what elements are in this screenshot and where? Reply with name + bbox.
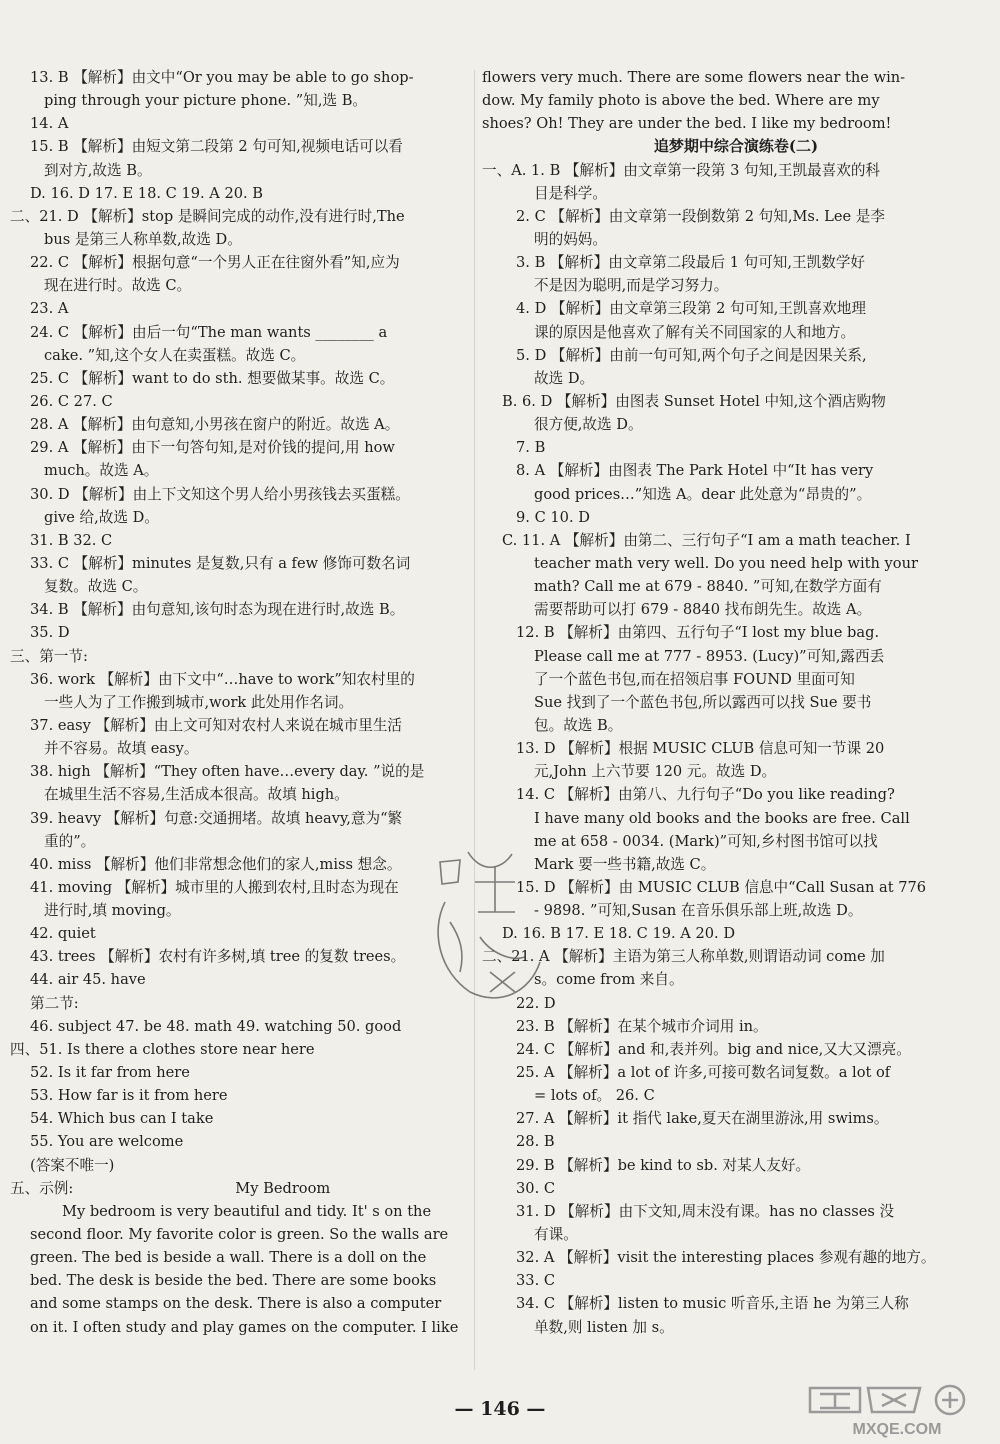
answer-line: [482, 1154, 990, 1177]
answer-text: 复数。故选 C。: [44, 578, 148, 596]
answer-text: 30. D 【解析】由上下文知这个男人给小男孩钱去买蛋糕。: [30, 485, 410, 503]
answer-text: (答案不唯一): [30, 1156, 115, 1174]
answer-text: 39. heavy 【解析】句意:交通拥堵。故填 heavy,意为“繁: [30, 809, 403, 827]
answer-text: cake. ”知,这个女人在卖蛋糕。故选 C。: [44, 346, 306, 364]
answer-line: [482, 830, 990, 853]
answer-text: 9. C 10. D: [516, 508, 590, 526]
answer-line: [10, 436, 466, 459]
answer-line: [482, 992, 990, 1015]
answer-text: 一些人为了工作搬到城市,work 此处用作名词。: [44, 693, 354, 711]
answer-line: [10, 1154, 466, 1177]
answer-line: [10, 1269, 466, 1292]
answer-text: 3. B 【解析】由文章第二段最后 1 句可知,王凯数学好: [516, 254, 866, 272]
answer-text: 26. C 27. C: [30, 392, 113, 410]
answer-line: [10, 1246, 466, 1269]
answer-text: 36. work 【解析】由下文中“…have to work”知农村里的: [30, 670, 415, 688]
answer-text: 一、A. 1. B 【解析】由文章第一段第 3 句知,王凯最喜欢的科: [482, 161, 881, 179]
answer-line: [10, 830, 466, 853]
answer-text: 24. C 【解析】and 和,表并列。big and nice,又大又漂亮。: [516, 1040, 911, 1058]
answer-line: [482, 506, 990, 529]
answer-text: 8. A 【解析】由图表 The Park Hotel 中“It has very: [516, 462, 874, 480]
answer-line: [10, 899, 466, 922]
answer-text: 进行时,填 moving。: [44, 902, 181, 920]
answer-line: [482, 205, 990, 228]
answer-text: ping through your picture phone. ”知,选 B。: [44, 92, 368, 110]
answer-text: 有课。: [534, 1226, 578, 1244]
answer-line: [482, 1223, 990, 1246]
answer-line: [10, 645, 466, 668]
answer-line: [10, 992, 466, 1015]
column-divider: [474, 70, 475, 1370]
answer-line: [10, 1200, 466, 1223]
answer-text: 14. A: [30, 115, 69, 133]
answer-line: [482, 807, 990, 830]
answer-text: B. 6. D 【解析】由图表 Sunset Hotel 中知,这个酒店购物: [502, 392, 886, 410]
answer-text: - 9898. ”可知,Susan 在音乐俱乐部上班,故选 D。: [534, 902, 863, 920]
answer-line: [482, 1084, 990, 1107]
answer-line: [10, 737, 466, 760]
answer-line: [482, 853, 990, 876]
answer-text: 24. C 【解析】由后一句“The man wants ________ a: [30, 323, 388, 341]
answer-line: [482, 1107, 990, 1130]
answer-text: 33. C: [516, 1272, 556, 1290]
answer-line: [10, 945, 466, 968]
answer-text: and some stamps on the desk. There is also a computer: [30, 1295, 442, 1313]
answer-text: 32. A 【解析】visit the interesting places 参观有趣的地方。: [516, 1249, 936, 1267]
answer-line: [482, 760, 990, 783]
answer-text: 了一个蓝色书包,而在招领启事 FOUND 里面可知: [534, 670, 855, 688]
answer-text: dow. My family photo is above the bed. Where are my: [482, 92, 880, 110]
section-title: [482, 135, 990, 158]
answer-line: [482, 1292, 990, 1315]
answer-text: 并不容易。故填 easy。: [44, 740, 199, 758]
answer-text: 13. B 【解析】由文中“Or you may be able to go shop-: [30, 69, 414, 86]
answer-text: 包。故选 B。: [534, 716, 623, 734]
answer-text: 15. D 【解析】由 MUSIC CLUB 信息中“Call Susan at 776: [516, 878, 927, 896]
answer-line: [10, 1061, 466, 1084]
answer-text: 41. moving 【解析】城市里的人搬到农村,且时态为现在: [30, 878, 399, 896]
answer-line: [10, 552, 466, 575]
left-column: [10, 66, 466, 1339]
answer-line: [10, 1177, 466, 1200]
answer-line: [10, 159, 466, 182]
answer-line: [482, 691, 990, 714]
answer-text: 很方便,故选 D。: [534, 416, 643, 434]
answer-line: [10, 506, 466, 529]
answer-text: 29. A 【解析】由下一句答句知,是对价钱的提问,用 how: [30, 439, 395, 457]
answer-text: 31. D 【解析】由下文知,周末没有课。has no classes 没: [516, 1202, 895, 1220]
answer-line: [10, 274, 466, 297]
answer-text: 44. air 45. have: [30, 971, 146, 989]
answer-line: [482, 714, 990, 737]
answer-text: 明的妈妈。: [534, 230, 607, 248]
answer-line: [10, 621, 466, 644]
answer-text: 27. A 【解析】it 指代 lake,夏天在湖里游泳,用 swims。: [516, 1110, 889, 1128]
answer-text: 52. Is it far from here: [30, 1064, 190, 1082]
answer-line: [482, 274, 990, 297]
answer-line: [482, 1130, 990, 1153]
answer-text: 43. trees 【解析】农村有许多树,填 tree 的复数 trees。: [30, 948, 406, 966]
answer-text: much。故选 A。: [44, 462, 159, 480]
answer-text: 在城里生活不容易,生活成本很高。故填 high。: [44, 786, 349, 804]
answer-text: 三、第一节:: [10, 647, 88, 665]
answer-text: 4. D 【解析】由文章第三段第 2 句可知,王凯喜欢地理: [516, 300, 866, 318]
answer-line: [10, 529, 466, 552]
answer-text: flowers very much. There are some flowers near the win-: [482, 69, 906, 86]
answer-text: 课的原因是他喜欢了解有关不同国家的人和地方。: [534, 323, 856, 341]
essay-title: My Bedroom: [235, 1179, 331, 1197]
svg-text:MXQE.COM: MXQE.COM: [852, 1421, 942, 1438]
answer-line: [10, 390, 466, 413]
answer-text: give 给,故选 D。: [44, 508, 159, 526]
answer-line: [10, 89, 466, 112]
answer-text: 14. C 【解析】由第八、九行句子“Do you like reading?: [516, 786, 895, 804]
answer-text: Please call me at 777 - 8953. (Lucy)”可知,露西丢: [534, 647, 885, 665]
answer-line: [10, 668, 466, 691]
answer-text: second floor. My favorite color is green. So the walls are: [30, 1226, 449, 1244]
answer-text: 23. A: [30, 300, 69, 318]
answer-text: D. 16. D 17. E 18. C 19. A 20. B: [30, 184, 264, 202]
answer-text: D. 16. B 17. E 18. C 19. A 20. D: [502, 925, 736, 943]
answer-line: [482, 344, 990, 367]
answer-text: on it. I often study and play games on the computer. I like: [30, 1318, 459, 1336]
answer-line: [482, 621, 990, 644]
answer-text: 现在进行时。故选 C。: [44, 277, 192, 295]
answer-text: bed. The desk is beside the bed. There are some books: [30, 1272, 437, 1290]
answer-text: 31. B 32. C: [30, 531, 113, 549]
answer-line: [10, 807, 466, 830]
answer-line: [482, 297, 990, 320]
answer-line: [482, 552, 990, 575]
answer-line: [482, 737, 990, 760]
answer-line: [10, 182, 466, 205]
answer-line: [482, 1061, 990, 1084]
answer-line: [482, 483, 990, 506]
answer-line: [10, 413, 466, 436]
answer-line: [482, 89, 990, 112]
answer-line: [10, 575, 466, 598]
answer-line: [10, 760, 466, 783]
answer-text: 二、21. A 【解析】主语为第三人称单数,则谓语动词 come 加: [482, 948, 885, 966]
answer-text: 25. C 【解析】want to do sth. 想要做某事。故选 C。: [30, 369, 395, 387]
answer-line: [10, 1107, 466, 1130]
answer-line: [482, 668, 990, 691]
answer-text: 46. subject 47. be 48. math 49. watching 50. good: [30, 1017, 402, 1035]
answer-text: 二、21. D 【解析】stop 是瞬间完成的动作,没有进行时,The: [10, 207, 405, 225]
answer-text: good prices…”知选 A。dear 此处意为“昂贵的”。: [534, 485, 872, 503]
answer-line: [482, 390, 990, 413]
answer-line: [10, 1130, 466, 1153]
answer-text: 12. B 【解析】由第四、五行句子“I lost my blue bag.: [516, 624, 880, 642]
answer-line: [10, 112, 466, 135]
answer-line: [10, 876, 466, 899]
answer-text: Sue 找到了一个蓝色书包,所以露西可以找 Sue 要书: [534, 693, 872, 711]
answer-text: 13. D 【解析】根据 MUSIC CLUB 信息可知一节课 20: [516, 740, 885, 758]
answer-text: bus 是第三人称单数,故选 D。: [44, 230, 242, 248]
answer-text: 7. B: [516, 439, 546, 457]
answer-line: [10, 251, 466, 274]
answer-text: math? Call me at 679 - 8840. ”可知,在数学方面有: [534, 578, 882, 596]
answer-line: [10, 459, 466, 482]
answer-line: [482, 159, 990, 182]
answer-text: = lots of。 26. C: [534, 1087, 655, 1105]
answer-line: [482, 182, 990, 205]
answer-line: [10, 483, 466, 506]
answer-line: [482, 66, 990, 89]
answer-line: [482, 575, 990, 598]
answer-line: [10, 922, 466, 945]
answer-text: 33. C 【解析】minutes 是复数,只有 a few 修饰可数名词: [30, 554, 411, 572]
answer-line: [10, 968, 466, 991]
answer-line: [482, 1038, 990, 1061]
answer-text: Mark 要一些书籍,故选 C。: [534, 855, 716, 873]
answer-line: [10, 714, 466, 737]
answer-text: 目是科学。: [534, 184, 607, 202]
answer-line: [482, 321, 990, 344]
answer-line: [10, 853, 466, 876]
answer-text: 25. A 【解析】a lot of 许多,可接可数名词复数。a lot of: [516, 1064, 891, 1082]
answer-line: [482, 1015, 990, 1038]
answer-text: 34. B 【解析】由句意知,该句时态为现在进行时,故选 B。: [30, 601, 405, 619]
answer-line: [10, 321, 466, 344]
answer-text: 29. B 【解析】be kind to sb. 对某人友好。: [516, 1156, 811, 1174]
answer-text: 五、示例:: [10, 1179, 74, 1197]
answer-line: [10, 297, 466, 320]
answer-text: 35. D: [30, 624, 70, 642]
answer-line: [482, 598, 990, 621]
answer-text: 37. easy 【解析】由上文可知对农村人来说在城市里生活: [30, 716, 403, 734]
answer-text: 54. Which bus can I take: [30, 1110, 214, 1128]
answer-text: 15. B 【解析】由短文第二段第 2 句可知,视频电话可以看: [30, 138, 403, 156]
answer-line: [10, 1084, 466, 1107]
answer-line: [482, 1200, 990, 1223]
answer-text: s。come from 来自。: [534, 971, 684, 989]
answer-line: [10, 1316, 466, 1339]
answer-line: [482, 367, 990, 390]
answer-text: 5. D 【解析】由前一句可知,两个句子之间是因果关系,: [516, 346, 867, 364]
answer-line: [482, 645, 990, 668]
answer-text: 40. miss 【解析】他们非常想念他们的家人,miss 想念。: [30, 855, 402, 873]
answer-line: [482, 783, 990, 806]
answer-line: [10, 1038, 466, 1061]
answer-text: 38. high 【解析】“They often have…every day. ”说的是: [30, 763, 425, 781]
answer-text: 不是因为聪明,而是学习努力。: [534, 277, 729, 295]
answer-line: [482, 112, 990, 135]
answer-line: [10, 691, 466, 714]
answer-line: [10, 1015, 466, 1038]
answer-line: [482, 436, 990, 459]
answer-text: 34. C 【解析】listen to music 听音乐,主语 he 为第三人称: [516, 1295, 909, 1313]
answer-text: 追梦期中综合演练卷(二): [653, 137, 819, 156]
answer-text: 55. You are welcome: [30, 1133, 184, 1151]
answer-text: 四、51. Is there a clothes store near here: [10, 1040, 315, 1058]
answer-line: [10, 344, 466, 367]
answer-line: [10, 598, 466, 621]
answer-text: 元,John 上六节要 120 元。故选 D。: [534, 763, 777, 781]
answer-text: 到对方,故选 B。: [44, 161, 152, 179]
answer-text: My bedroom is very beautiful and tidy. It' s on the: [62, 1202, 432, 1220]
answer-text: 42. quiet: [30, 925, 96, 943]
answer-line: [482, 945, 990, 968]
answer-line: [482, 228, 990, 251]
answer-text: me at 658 - 0034. (Mark)”可知,乡村图书馆可以找: [534, 832, 878, 850]
answer-line: [482, 1316, 990, 1339]
answer-line: [482, 876, 990, 899]
answer-text: 22. D: [516, 994, 556, 1012]
answer-line: [10, 1292, 466, 1315]
page-number: — 146 —: [454, 1398, 546, 1420]
answer-text: 单数,则 listen 加 s。: [534, 1318, 674, 1336]
answer-text: C. 11. A 【解析】由第二、三行句子“I am a math teacher. I: [502, 531, 911, 549]
answer-text: shoes? Oh! They are under the bed. I like my bedroom!: [482, 115, 892, 133]
answer-line: [482, 1246, 990, 1269]
answer-line: [482, 251, 990, 274]
answer-line: [10, 228, 466, 251]
answer-text: 53. How far is it from here: [30, 1087, 228, 1105]
answer-text: 重的”。: [44, 832, 96, 850]
answer-text: 故选 D。: [534, 369, 595, 387]
answer-line: [482, 1177, 990, 1200]
answer-text: teacher math very well. Do you need help with your: [534, 554, 918, 572]
answer-line: [482, 529, 990, 552]
answer-text: 2. C 【解析】由文章第一段倒数第 2 句知,Ms. Lee 是李: [516, 207, 885, 225]
answer-text: 22. C 【解析】根据句意“一个男人正在往窗外看”知,应为: [30, 254, 400, 272]
answer-text: 需要帮助可以打 679 - 8840 找布朗先生。故选 A。: [534, 601, 872, 619]
answer-text: 23. B 【解析】在某个城市介词用 in。: [516, 1017, 768, 1035]
answer-line: [482, 922, 990, 945]
answer-line: [482, 899, 990, 922]
answer-line: [482, 968, 990, 991]
answer-line: [10, 135, 466, 158]
answer-line: [10, 205, 466, 228]
answer-line: [10, 66, 466, 89]
answer-line: [10, 783, 466, 806]
answer-text: green. The bed is beside a wall. There is a doll on the: [30, 1249, 427, 1267]
answer-line: [482, 413, 990, 436]
answer-line: [482, 1269, 990, 1292]
answer-text: I have many old books and the books are free. Call: [534, 809, 910, 827]
answer-text: 28. B: [516, 1133, 555, 1151]
answer-line: [482, 459, 990, 482]
answer-text: 第二节:: [30, 994, 79, 1012]
answer-line: [10, 367, 466, 390]
answer-line: [10, 1223, 466, 1246]
answer-text: 30. C: [516, 1179, 556, 1197]
right-column: [482, 66, 990, 1339]
answer-text: 28. A 【解析】由句意知,小男孩在窗户的附近。故选 A。: [30, 416, 400, 434]
